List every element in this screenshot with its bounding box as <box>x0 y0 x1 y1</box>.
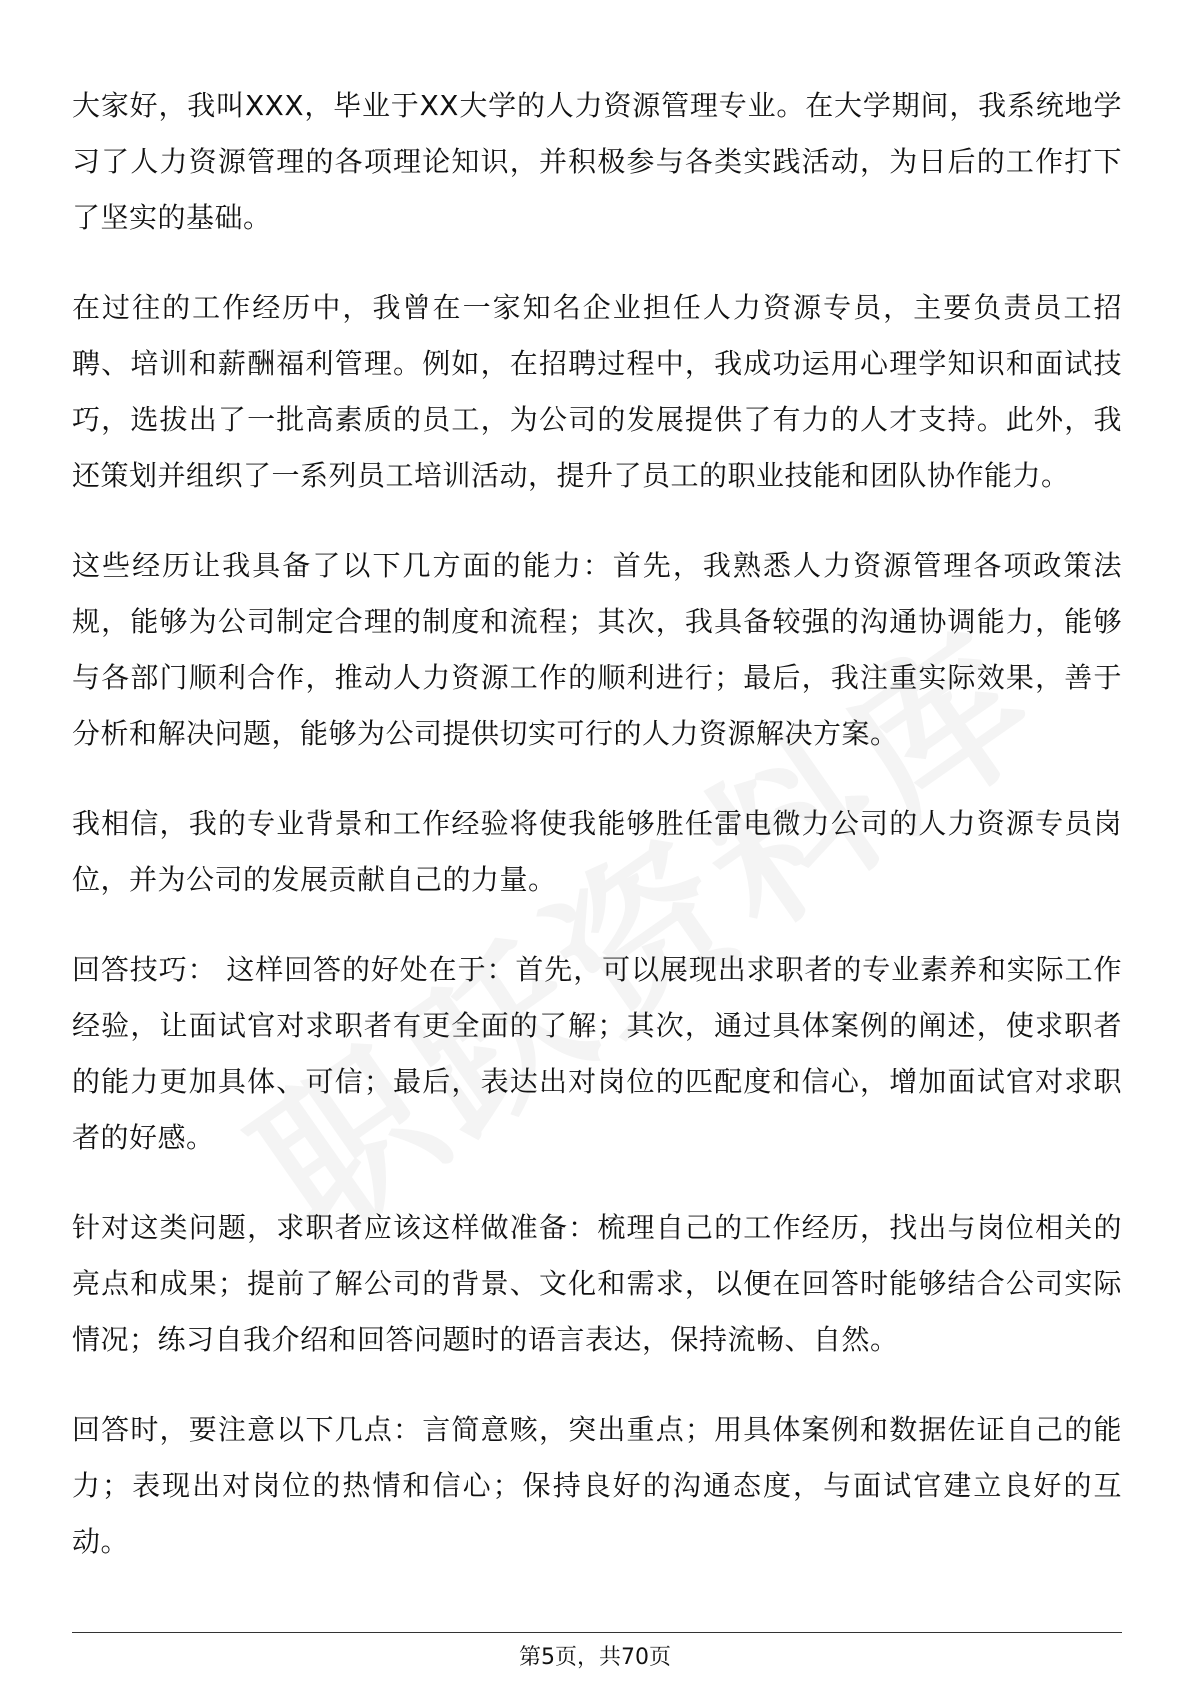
paragraph-7: 回答时，要注意以下几点：言简意赅，突出重点；用具体案例和数据佐证自己的能力；表现出对岗位的热情和信心；保持良好的沟通态度，与面试官建立良好的互动。 <box>72 1413 1122 1558</box>
paragraph-2: 在过往的工作经历中，我曾在一家知名企业担任人力资源专员，主要负责员工招聘、培训和薪酬福利管理。例如，在招聘过程中，我成功运用心理学知识和面试技巧，选拔出了一批高素质的员工，为公司的发展提供了有力的人才支持。此外，我还策划并组织了一系列员工培训活动，提升了员工的职业技能和团队协作能力。 <box>72 291 1122 492</box>
paragraph-4: 我相信，我的专业背景和工作经验将使我能够胜任雷电微力公司的人力资源专员岗位，并为公司的发展贡献自己的力量。 <box>72 807 1122 896</box>
paragraph-3: 这些经历让我具备了以下几方面的能力：首先，我熟悉人力资源管理各项政策法规，能够为公司制定合理的制度和流程；其次，我具备较强的沟通协调能力，能够与各部门顺利合作，推动人力资源工作的顺利进行；最后，我注重实际效果，善于分析和解决问题，能够为公司提供切实可行的人力资源解决方案。 <box>72 549 1122 750</box>
footer-divider <box>72 1632 1122 1633</box>
paragraph-1: 大家好，我叫XXX，毕业于XX大学的人力资源管理专业。在大学期间，我系统地学习了人力资源管理的各项理论知识，并积极参与各类实践活动，为日后的工作打下了坚实的基础。 <box>72 89 1122 234</box>
paragraph-6: 针对这类问题，求职者应该这样做准备：梳理自己的工作经历，找出与岗位相关的亮点和成果；提前了解公司的背景、文化和需求，以便在回答时能够结合公司实际情况；练习自我介绍和回答问题时的语言表达，保持流畅、自然。 <box>72 1211 1122 1356</box>
document-body <box>72 78 1122 1604</box>
page-number: 第5页，共70页 <box>519 1645 671 1670</box>
paragraph-5: 回答技巧： 这样回答的好处在于：首先，可以展现出求职者的专业素养和实际工作经验，让面试官对求职者有更全面的了解；其次，通过具体案例的阐述，使求职者的能力更加具体、可信；最后，表达出对岗位的匹配度和信心，增加面试官对求职者的好感。 <box>72 953 1122 1154</box>
